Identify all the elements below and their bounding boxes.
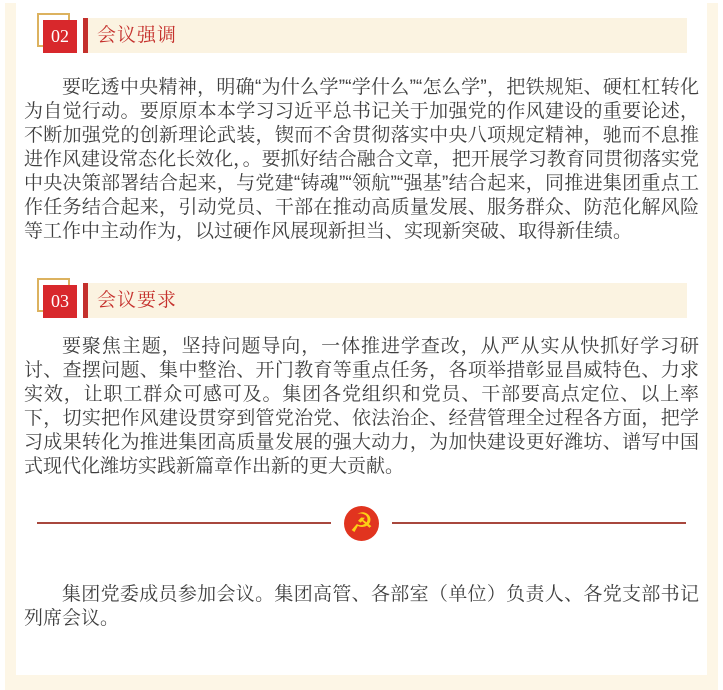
section-title-band-03 xyxy=(83,283,687,318)
section-number: 03 xyxy=(51,291,69,311)
section-number-badge xyxy=(43,20,77,53)
section-title: 会议强调 xyxy=(97,25,178,46)
section-title-band-02 xyxy=(83,18,687,53)
divider-line-left xyxy=(37,522,331,524)
section-body: 要聚焦主题，坚持问题导向，一体推进学查改，从严从实从快抓好学习研讨、查摆问题、集中整治、开门教育等重点任务，各项举措彰显昌威特色、力求实效，让职工群众可感可及。集团各党组织和党员、干部要高点定位、以上率下，切实把作风建设贯穿到管党治党、依法治企、经营管理全过程各方面，把学习成果转化为推进集团高质量发展的强大动力，为加快建设更好潍坊、谱写中国式现代化潍坊实践新篇章作出新的更大贡献。 xyxy=(24,336,699,477)
divider-line-right xyxy=(392,522,686,524)
section-number-badge xyxy=(43,285,77,318)
section-title: 会议要求 xyxy=(97,290,178,311)
party-emblem-icon: ☭ xyxy=(344,506,379,541)
section-number: 02 xyxy=(51,26,69,46)
section-body: 要吃透中央精神，明确“为什么学”“学什么”“怎么学”，把铁规矩、硬杠杠转化为自觉行动。要原原本本学习习近平总书记关于加强党的作风建设的重要论述，不断加强党的创新理论武装，锲而不舍贯彻落实中央八项规定精神，驰而不息推进作风建设常态化长效化，。要抓好结合融合文章，把开展学习教育同贯彻落实党中央决策部署结合起来，与党建“铸魂”“领航”“强基”结合起来，同推进集团重点工作任务结合起来，引动党员、干部在推动高质量发展、服务群众、防范化解风险等工作中主动作为，以过硬作风展现新担当、实现新突破、取得新佳绩。 xyxy=(24,77,699,242)
attendance-note: 集团党委成员参加会议。集团高管、各部室（单位）负责人、各党支部书记列席会议。 xyxy=(24,584,699,629)
article-panel xyxy=(16,0,707,675)
section-divider xyxy=(16,505,707,541)
